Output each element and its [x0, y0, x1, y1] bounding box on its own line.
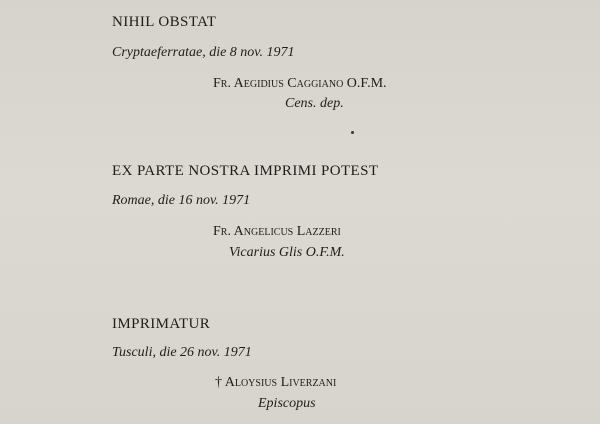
heading-nihil-obstat: NIHIL OBSTAT — [112, 14, 217, 30]
heading-imprimatur: IMPRIMATUR — [112, 316, 211, 332]
heading-imprimi-potest: EX PARTE NOSTRA IMPRIMI POTEST — [112, 163, 379, 179]
signatory-caggiano: Fr. Aegidius Caggiano O.F.M. — [213, 76, 387, 91]
ink-speck — [351, 131, 354, 134]
signatory-liverzani: † Aloysius Liverzani — [215, 375, 337, 390]
place-date-tusculi: Tusculi, die 26 nov. 1971 — [112, 345, 252, 360]
signatory-lazzeri: Fr. Angelicus Lazzeri — [213, 224, 341, 239]
role-vicarius-glis: Vicarius Glis O.F.M. — [229, 245, 345, 260]
role-episcopus: Episcopus — [258, 396, 316, 411]
role-cens-dep: Cens. dep. — [285, 96, 344, 111]
place-date-romae: Romae, die 16 nov. 1971 — [112, 193, 251, 208]
place-date-cryptaeferratae: Cryptaeferratae, die 8 nov. 1971 — [112, 45, 295, 60]
